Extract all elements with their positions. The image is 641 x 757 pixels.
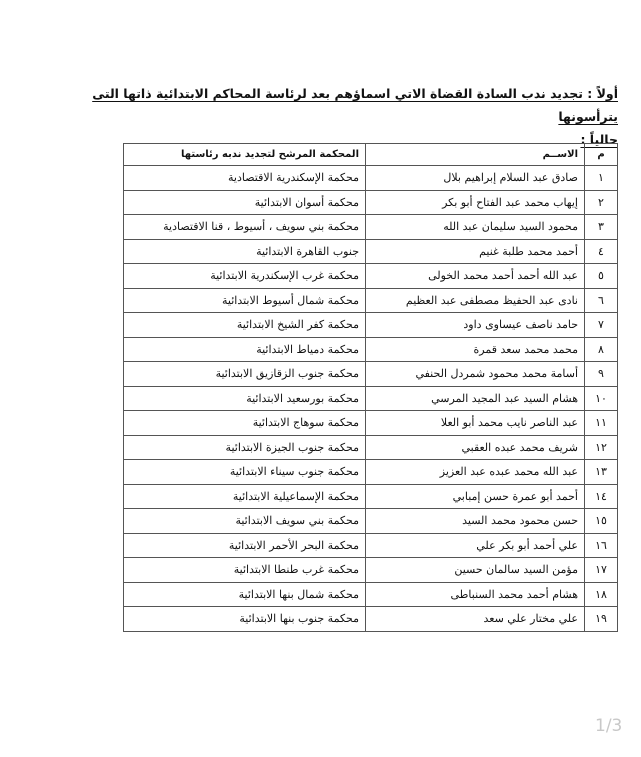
court-name: محكمة الإسماعيلية الابتدائية (124, 484, 366, 509)
judge-name: عبد الله محمد عبده عبد العزيز (366, 460, 585, 485)
row-number: ١١ (585, 411, 618, 436)
court-name: محكمة بني سويف الابتدائية (124, 509, 366, 534)
court-name: محكمة غرب الإسكندرية الابتدائية (124, 264, 366, 289)
header-court: المحكمة المرشح لتجديد ندبه رئاستها (124, 144, 366, 166)
table-row (124, 582, 618, 607)
row-number: ١٢ (585, 435, 618, 460)
header-name: الاســم (366, 144, 585, 166)
document-heading (40, 82, 618, 151)
judge-name: عبد الله أحمد أحمد محمد الخولى (366, 264, 585, 289)
table-row (124, 239, 618, 264)
court-name: محكمة غرب طنطا الابتدائية (124, 558, 366, 583)
judge-name: صادق عبد السلام إبراهيم بلال (366, 166, 585, 191)
row-number: ١٨ (585, 582, 618, 607)
judge-name: عبد الناصر نايب محمد أبو العلا (366, 411, 585, 436)
court-name: محكمة بني سويف ، أسيوط ، قنا الاقتصادية (124, 215, 366, 240)
judge-name: نادى عبد الحفيظ مصطفى عبد العظيم (366, 288, 585, 313)
row-number: ١ (585, 166, 618, 191)
court-name: محكمة جنوب بنها الابتدائية (124, 607, 366, 632)
heading-line-1: أولاً : تجديد ندب السادة القضاة الاتي اسماؤهم بعد لرئاسة المحاكم الابتدائية ذاتها التى يترأسونها (92, 86, 618, 124)
table-header-row (124, 144, 618, 166)
heading-line-2: حالياً : (580, 132, 618, 147)
row-number: ٩ (585, 362, 618, 387)
table-row (124, 533, 618, 558)
row-number: ٣ (585, 215, 618, 240)
judge-name: أسامة محمد محمود شمردل الحنفي (366, 362, 585, 387)
court-name: محكمة جنوب سيناء الابتدائية (124, 460, 366, 485)
table-row (124, 484, 618, 509)
judge-name: حامد ناصف عيساوى داود (366, 313, 585, 338)
court-name: محكمة شمال بنها الابتدائية (124, 582, 366, 607)
table-row (124, 607, 618, 632)
judge-name: علي مختار علي سعد (366, 607, 585, 632)
judge-name: أحمد أبو عمرة حسن إمبابي (366, 484, 585, 509)
row-number: ١٧ (585, 558, 618, 583)
court-name: جنوب القاهرة الابتدائية (124, 239, 366, 264)
table-row (124, 215, 618, 240)
table-row (124, 411, 618, 436)
row-number: ١٠ (585, 386, 618, 411)
judge-name: إيهاب محمد عبد الفتاح أبو بكر (366, 190, 585, 215)
row-number: ١٤ (585, 484, 618, 509)
row-number: ١٦ (585, 533, 618, 558)
judge-name: محمد محمد سعد قمرة (366, 337, 585, 362)
table-row (124, 313, 618, 338)
row-number: ١٣ (585, 460, 618, 485)
court-name: محكمة سوهاج الابتدائية (124, 411, 366, 436)
table-row (124, 362, 618, 387)
judge-name: هشام السيد عبد المجيد المرسي (366, 386, 585, 411)
judge-name: هشام أحمد محمد السنباطى (366, 582, 585, 607)
page-indicator: 1/3 (595, 716, 623, 736)
court-name: محكمة بورسعيد الابتدائية (124, 386, 366, 411)
table-row (124, 264, 618, 289)
table-row (124, 288, 618, 313)
court-name: محكمة كفر الشيخ الابتدائية (124, 313, 366, 338)
court-name: محكمة دمياط الابتدائية (124, 337, 366, 362)
table-row (124, 435, 618, 460)
table-row (124, 460, 618, 485)
judge-name: حسن محمود محمد السيد (366, 509, 585, 534)
court-name: محكمة البحر الأحمر الابتدائية (124, 533, 366, 558)
table-row (124, 558, 618, 583)
row-number: ٤ (585, 239, 618, 264)
judges-table (123, 143, 618, 632)
row-number: ٥ (585, 264, 618, 289)
judge-name: شريف محمد عبده العقبي (366, 435, 585, 460)
table-row (124, 166, 618, 191)
judge-name: محمود السيد سليمان عبد الله (366, 215, 585, 240)
table-row (124, 386, 618, 411)
judge-name: مؤمن السيد سالمان حسين (366, 558, 585, 583)
court-name: محكمة جنوب الزقازيق الابتدائية (124, 362, 366, 387)
court-name: محكمة شمال أسيوط الابتدائية (124, 288, 366, 313)
row-number: ١٩ (585, 607, 618, 632)
row-number: ٦ (585, 288, 618, 313)
row-number: ٢ (585, 190, 618, 215)
table-row (124, 337, 618, 362)
row-number: ١٥ (585, 509, 618, 534)
court-name: محكمة جنوب الجيزة الابتدائية (124, 435, 366, 460)
table-row (124, 190, 618, 215)
row-number: ٨ (585, 337, 618, 362)
row-number: ٧ (585, 313, 618, 338)
header-number: م (585, 144, 618, 166)
judge-name: أحمد محمد طلبة غنيم (366, 239, 585, 264)
court-name: محكمة الإسكندرية الاقتصادية (124, 166, 366, 191)
court-name: محكمة أسوان الابتدائية (124, 190, 366, 215)
table-row (124, 509, 618, 534)
judge-name: علي أحمد أبو بكر علي (366, 533, 585, 558)
